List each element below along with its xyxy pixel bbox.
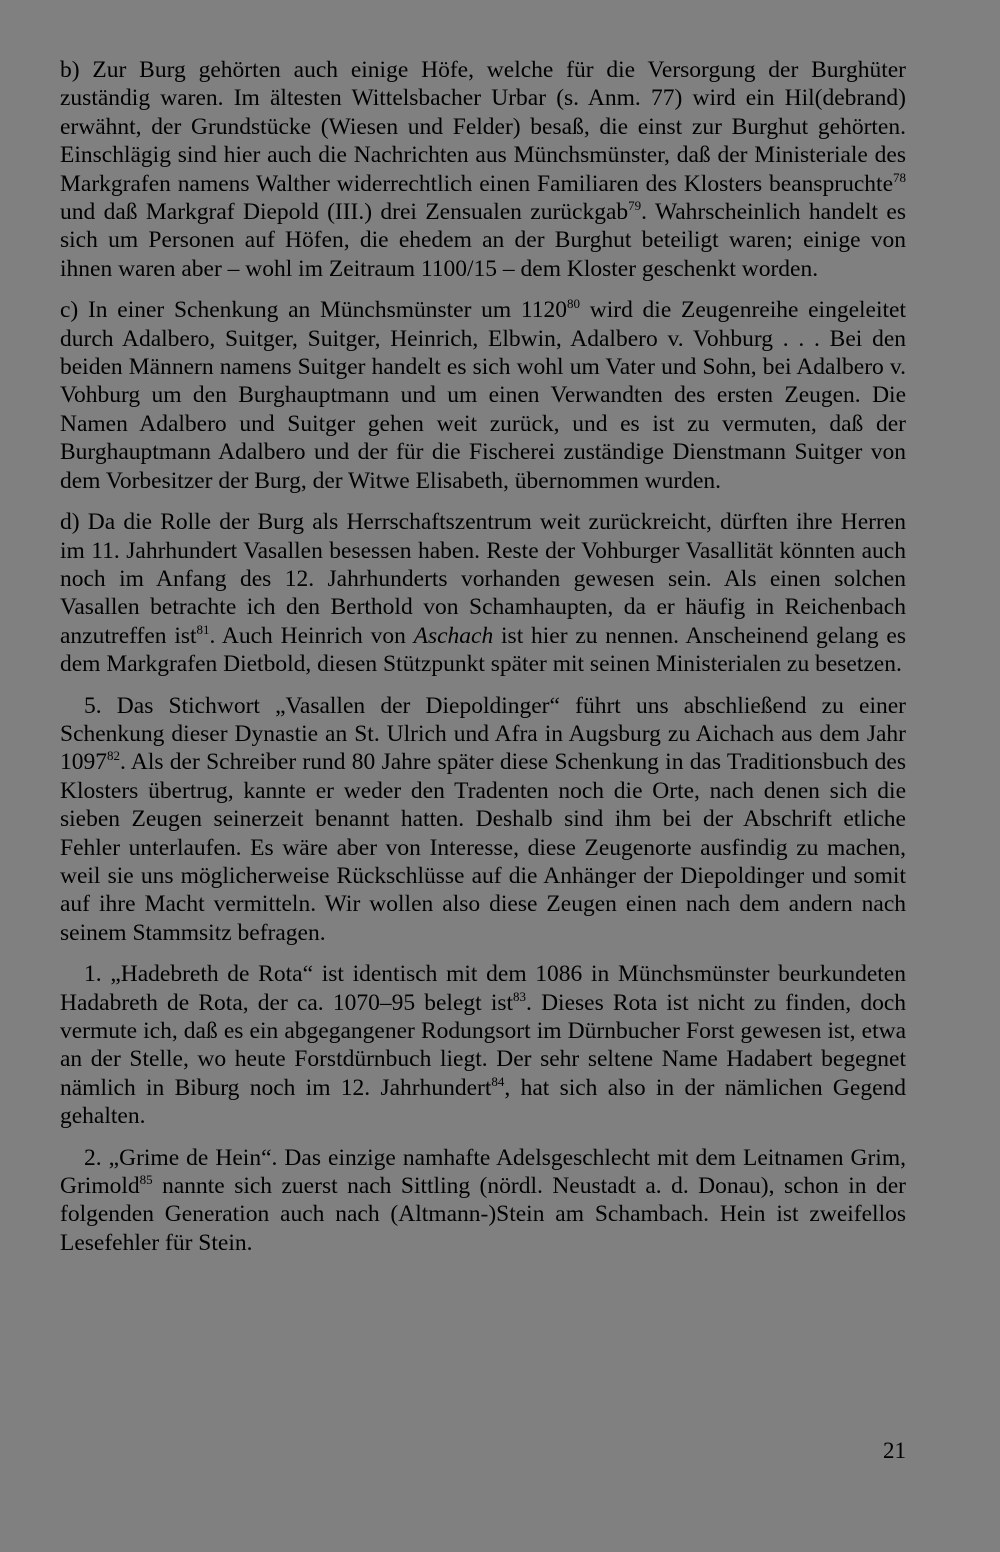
footnote-ref-84: 84 [491,1073,505,1089]
paragraph-text: 2. „Grime de Hein“. Das einzige namhafte Adelsgeschlecht mit dem Leitnamen Grim, Grimold [60,1144,906,1200]
paragraph-text: b) Zur Burg gehörten auch einige Höfe, welche für die Versorgung der Burghüter zuständig waren. Im ältesten Wittelsbacher Urbar (s. Anm. 77) wird ein Hil(debrand) erwähnt, der Grundstücke (Wiesen und Felder) besaß, die einst zur Burghut gehörten. Einschlägig sind hier auch die Nachrichten aus Münchsmünster, daß der Ministeriale des Markgrafen namens Walther widerrechtlich einen Familiaren des Klosters beanspruchte [60,57,906,197]
paragraph-text: 5. Das Stichwort „Vasallen der Diepoldinger“ führt uns abschließend zu einer Schenkung dieser Dynastie an St. Ulrich und Afra in Augsburg zu Aichach aus dem Jahr 1097 [60,692,906,776]
paragraph-c [60,296,906,495]
paragraph-item-2 [60,1144,906,1258]
paragraph-text: nannte sich zuerst nach Sittling (nördl. Neustadt a. d. Donau), schon in der folgenden Generation auch nach (Altmann-)Stein am Schambach. Hein ist zweifellos Lesefehler für Stein. [60,1173,906,1256]
page-number: 21 [883,1438,906,1463]
footnote-ref-80: 80 [567,296,581,312]
paragraph-text: . Als der Schreiber rund 80 Jahre später diese Schenkung in das Traditionsbuch des Klosters übertrug, kannte er weder den Tradenten noch die Orte, nach denen sich die sieben Zeugen seinerzeit benannt hatten. Deshalb sind ihm bei der Abschrift etliche Fehler unterlaufen. Es wäre aber von Interesse, diese Zeugenorte ausfindig zu machen, weil sie uns möglicherweise Rückschlüsse auf die Anhänger der Diepoldinger und somit auf ihre Macht vermitteln. Wir wollen also diese Zeugen einen nach dem andern nach seinem Stammsitz befragen. [60,749,906,946]
document-body [60,56,906,1270]
paragraph-text: , hat sich also in der nämlichen Gegend gehalten. [60,1074,906,1130]
italic-place-name: Aschach [413,622,494,649]
paragraph-text: c) In einer Schenkung an Münchsmünster um 1120 [60,297,568,324]
paragraph-text: d) Da die Rolle der Burg als Herrschaftszentrum weit zurückreicht, dürften ihre Herren im 11. Jahrhundert Vasallen besessen haben. Reste der Vohburger Vasallität könnten auch noch im Anfang des 12. Jahrhunderts vorhanden gewesen sein. Als einen solchen Vasallen betrachte ich den Berthold von Schamhaupten, da er häufig in Reichenbach anzutreffen ist [60,509,906,649]
paragraph-b [60,56,906,283]
footnote-ref-81: 81 [196,621,210,637]
footnote-ref-83: 83 [513,988,527,1004]
footnote-ref-78: 78 [893,169,906,185]
paragraph-d [60,508,906,678]
footnote-ref-82: 82 [107,748,120,764]
paragraph-text: . Auch Heinrich von [209,622,414,649]
footnote-ref-79: 79 [628,198,642,214]
paragraph-item-1 [60,960,906,1130]
paragraph-text: . Wahrscheinlich handelt es sich um Personen auf Höfen, die ehedem an der Burghut beteiligt waren; einige von ihnen waren aber – wohl im Zeitraum 1100/15 – dem Kloster geschenkt worden. [60,199,906,282]
paragraph-text: und daß Markgraf Diepold (III.) drei Zensualen zurückgab [60,199,629,226]
footnote-ref-85: 85 [139,1172,153,1188]
paragraph-text: ist hier zu nennen. Anscheinend gelang es dem Markgrafen Dietbold, diesen Stützpunkt später mit seinen Ministerialen zu besetzen. [60,622,906,678]
paragraph-5 [60,692,906,948]
paragraph-text: 1. „Hadebreth de Rota“ ist identisch mit dem 1086 in Münchsmünster beurkundeten Hadabreth de Rota, der ca. 1070–95 belegt ist [60,961,906,1016]
paragraph-text: wird die Zeugenreihe eingeleitet durch Adalbero, Suitger, Suitger, Heinrich, Elbwin, Adalbero v. Vohburg . . . Bei den beiden Männern namens Suitger handelt es sich wohl um Vater und Sohn, bei Adalbero v. Vohburg um den Burghauptmann und um einen Verwandten des ersten Zeugen. Die Namen Adalbero und Suitger gehen weit zurück, und es ist zu vermuten, daß der Burghauptmann Adalbero und der für die Fischerei zuständige Dienstmann Suitger von dem Vorbesitzer der Burg, der Witwe Elisabeth, übernommen wurden. [60,297,906,494]
paragraph-text: . Dieses Rota ist nicht zu finden, doch vermute ich, daß es ein abgegangener Rodungsort im Dürnbucher Forst gewesen ist, etwa an der Stelle, wo heute Forstdürnbuch liegt. Der sehr seltene Name Hadabert begegnet nämlich in Biburg noch im 12. Jahrhundert [60,989,907,1101]
